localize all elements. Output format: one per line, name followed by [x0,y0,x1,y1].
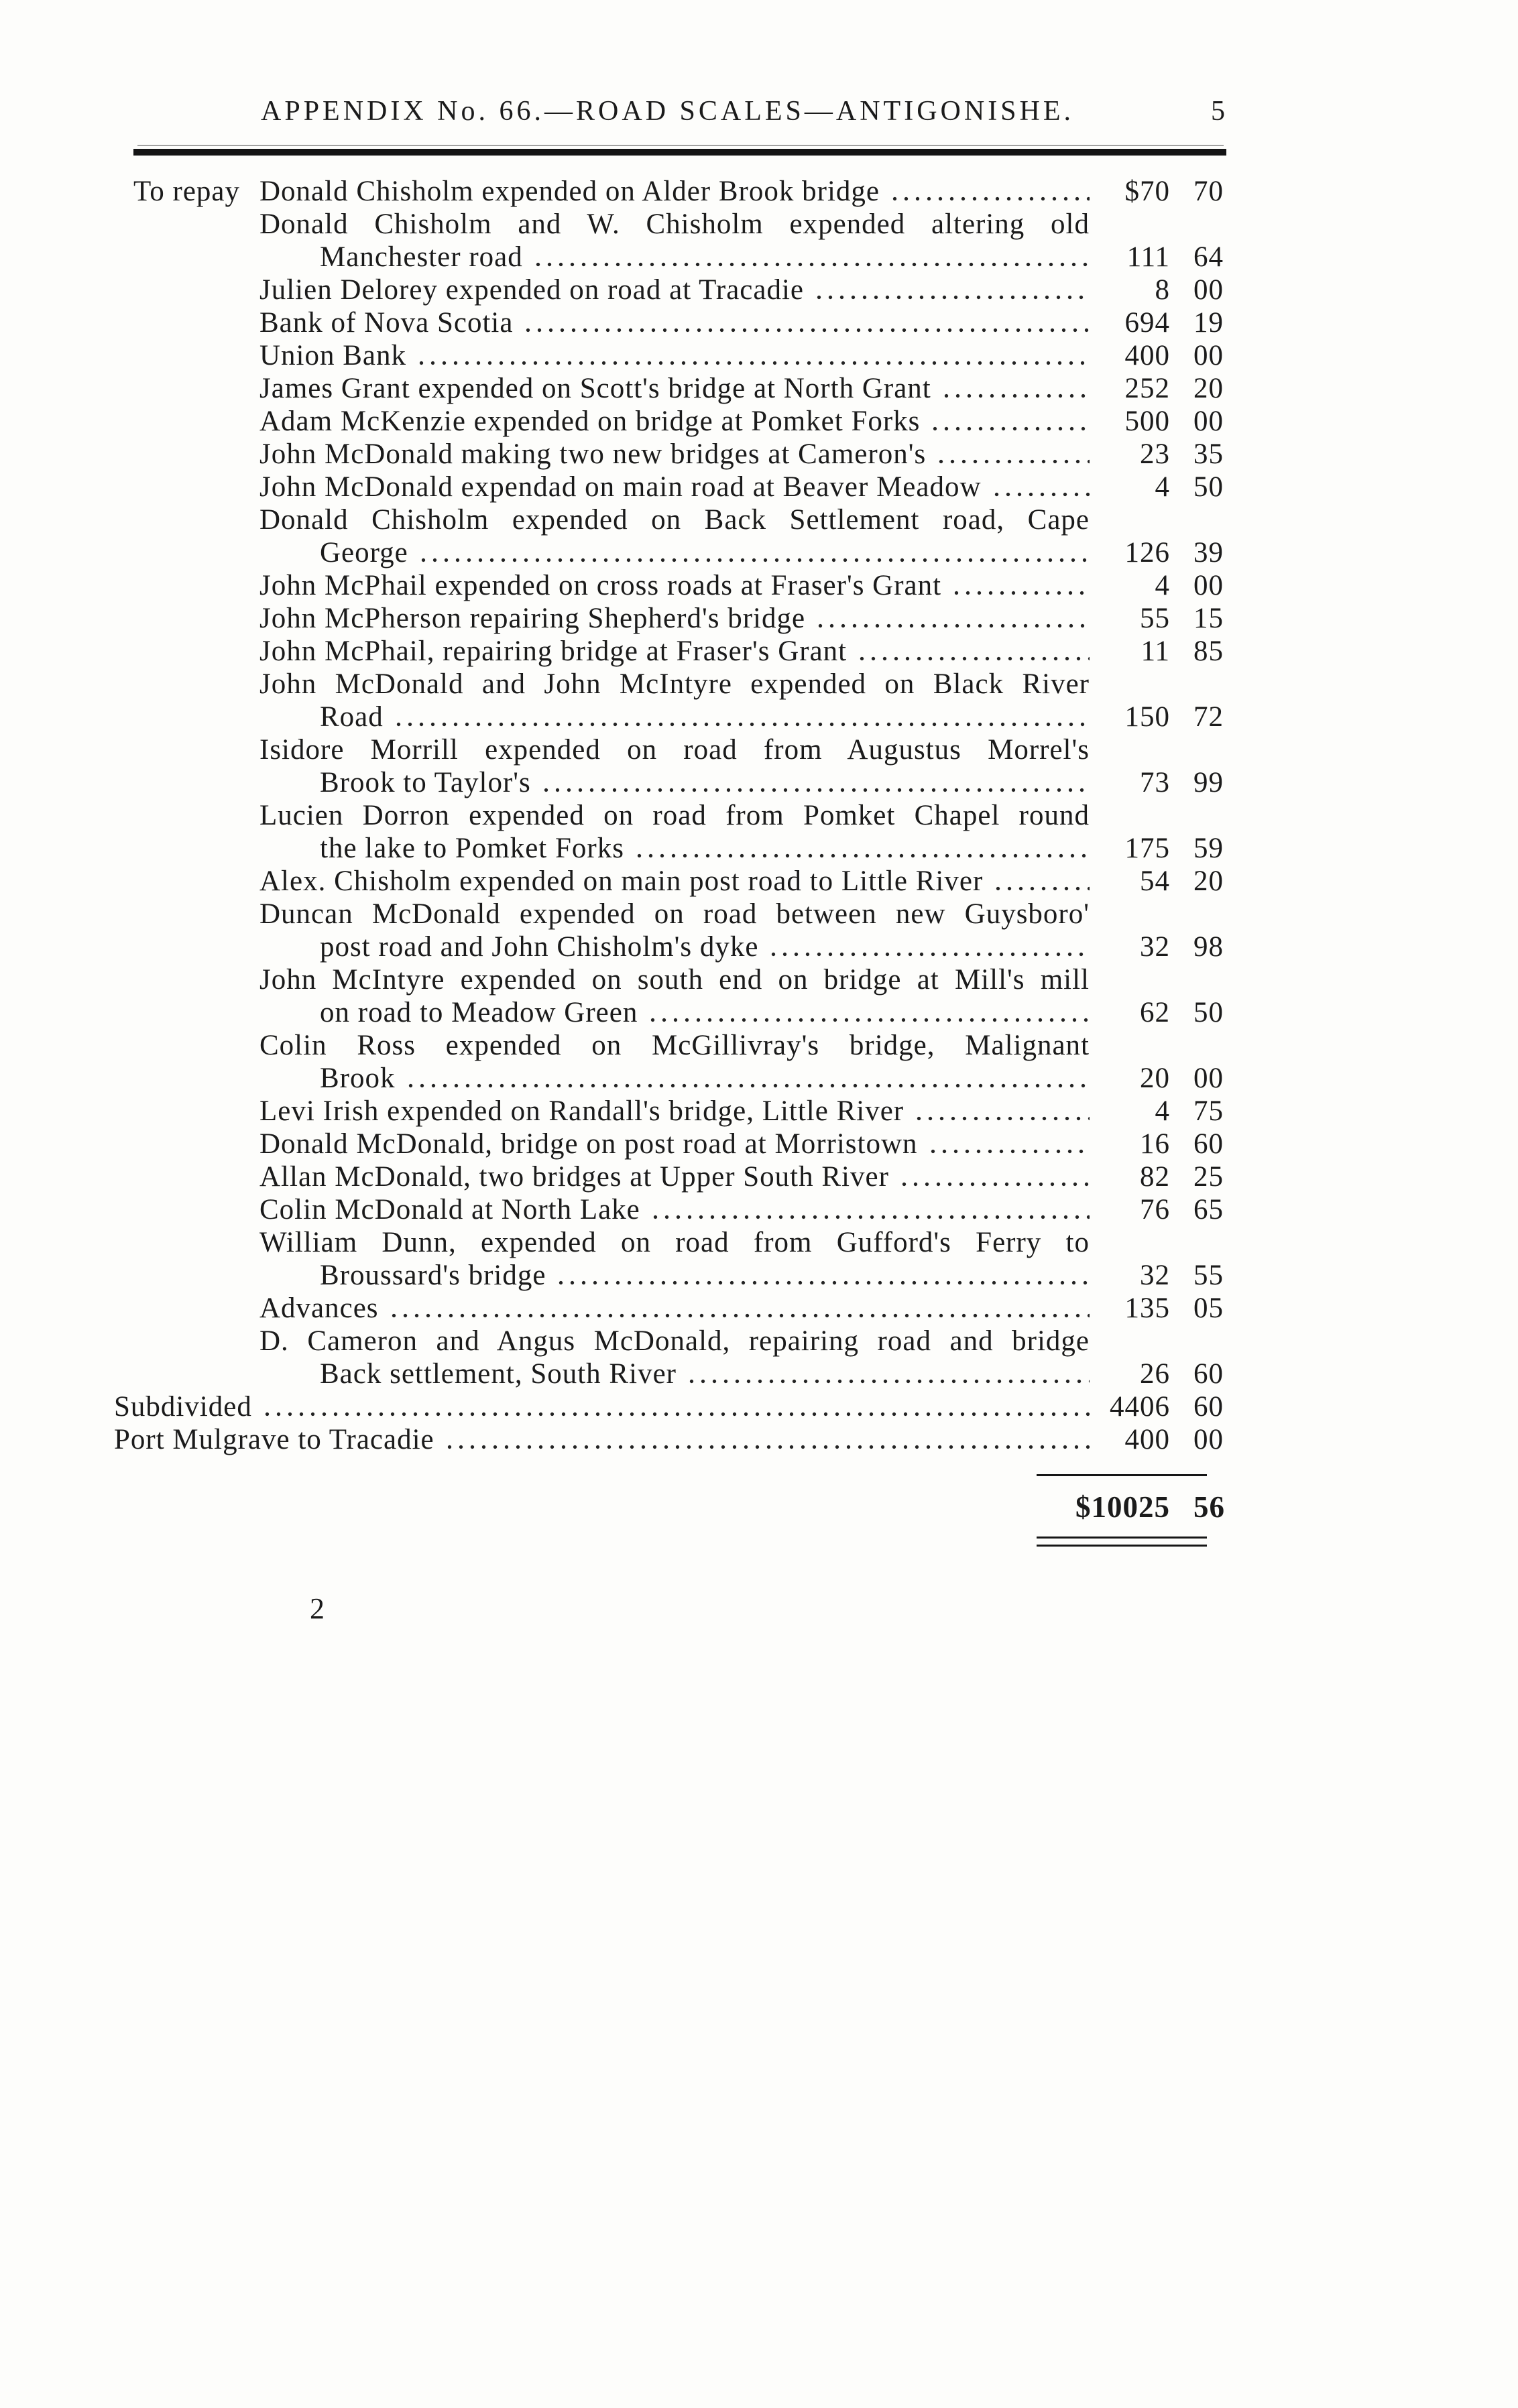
entry-row [0,799,1518,832]
entry-text: Donald Chisholm and W. Chisholm expended altering old [259,208,1090,240]
entry-text: Brook to Taylor's [320,767,531,798]
dot-leader [812,602,1090,635]
amount-cents: 20 [1193,865,1224,897]
entry-text: Allan McDonald, two bridges at Upper South River [259,1161,889,1193]
amount-cents: 55 [1193,1260,1224,1291]
entry-row [0,569,1518,602]
dot-leader [925,1128,1090,1160]
entry-label [259,438,1090,471]
dot-leader [765,930,1090,963]
entry-text: Colin McDonald at North Lake [259,1194,640,1225]
entry-row [0,274,1518,306]
dot-leader [552,1259,1090,1292]
dot-leader [259,1390,1090,1423]
entry-text: Brook [320,1063,396,1094]
amount-dollars: 4 [1155,471,1170,503]
amount-dollars: 8 [1155,274,1170,306]
total-cents: 56 [1193,1490,1225,1524]
amount-dollars: 111 [1126,241,1170,273]
entry-text: Back settlement, South River [320,1358,677,1390]
entry-row-continuation [0,241,1518,274]
entry-row [0,963,1518,996]
amount-dollars: 4406 [1110,1391,1170,1423]
amount-cents: 00 [1193,1063,1224,1094]
amount-dollars: 4 [1155,570,1170,601]
entry-row [0,306,1518,339]
signature-mark: 2 [310,1592,325,1625]
entry-row [0,208,1518,241]
amount-cents: 60 [1193,1358,1224,1390]
total-row [0,1491,1518,1524]
entry-row-continuation [0,766,1518,799]
entry-row [0,1128,1518,1160]
amount-dollars: 135 [1124,1292,1170,1324]
entry-text: John McDonald expendad on main road at Beaver Meadow [259,471,982,503]
amount-cents: 72 [1193,701,1224,733]
header-rule [133,149,1226,156]
amount-cents: 75 [1193,1095,1224,1127]
dot-leader [990,865,1090,898]
amount-dollars: 694 [1124,307,1170,339]
amount-cents: 98 [1193,931,1224,963]
entry-text: D. Cameron and Angus McDonald, repairing road and bridge [259,1325,1090,1357]
entry-label [259,471,1090,503]
amount-cents: 20 [1193,373,1224,404]
amount-cents: 50 [1193,997,1224,1028]
entry-text: Adam McKenzie expended on bridge at Pomket Forks [259,406,921,437]
entry-text: the lake to Pomket Forks [320,833,624,864]
entry-text: on road to Meadow Green [320,997,638,1028]
total-rule [1037,1474,1207,1476]
entry-text: Alex. Chisholm expended on main post road to Little River [259,865,984,897]
entry-row [0,635,1518,668]
dot-leader [988,471,1090,503]
entry-text: John McDonald making two new bridges at Cameron's [259,438,927,470]
entry-label [259,1128,1090,1160]
amount-dollars: 400 [1124,340,1170,371]
entry-text: James Grant expended on Scott's bridge at North Grant [259,373,931,404]
entry-row [0,602,1518,635]
amount-cents: 70 [1193,176,1224,207]
entry-text: Bank of Nova Scotia [259,307,514,339]
entry-label [259,635,1090,668]
entry-text: Donald McDonald, bridge on post road at Morristown [259,1128,918,1160]
entry-text: John McPherson repairing Shepherd's bridge [259,603,806,634]
entry-text: John McPhail expended on cross roads at Fraser's Grant [259,570,942,601]
entry-text: George [320,537,408,568]
amount-dollars: 32 [1140,1260,1170,1291]
entry-label [259,405,1090,438]
entry-label [259,569,1090,602]
entry-label [114,1390,1090,1423]
dot-leader [390,701,1090,733]
amount-dollars: 26 [1140,1358,1170,1390]
dot-leader [886,175,1090,208]
amount-dollars: 175 [1124,833,1170,864]
entry-text: Lucien Dorron expended on road from Pomket Chapel round [259,800,1090,831]
entry-label [114,1423,1090,1456]
entry-text: Duncan McDonald expended on road between new Guysboro' [259,898,1090,930]
entry-text: Colin Ross expended on McGillivray's bridge, Malignant [259,1030,1090,1061]
entry-row [0,1029,1518,1062]
entry-row [0,339,1518,372]
entry-label [320,1259,1090,1292]
entry-text: Road [320,701,384,733]
entry-text: Manchester road [320,241,523,273]
dot-leader [631,832,1090,865]
amount-dollars: 20 [1140,1063,1170,1094]
dot-leader [683,1358,1090,1390]
page-number: 5 [1211,96,1225,127]
entry-row [0,898,1518,930]
entry-text: John McDonald and John McIntyre expended on Black River [259,668,1090,700]
entry-row [0,733,1518,766]
amount-dollars: 82 [1140,1161,1170,1193]
dot-leader [948,569,1090,602]
amount-cents: 85 [1193,636,1224,667]
amount-cents: 00 [1193,1424,1224,1455]
amount-cents: 05 [1193,1292,1224,1324]
entry-row [0,1292,1518,1325]
dot-leader [647,1193,1090,1226]
amount-dollars: 55 [1140,603,1170,634]
entry-row [0,865,1518,898]
entry-row-continuation [0,701,1518,733]
entry-label [259,339,1090,372]
dot-leader [911,1095,1090,1128]
amount-cents: 00 [1193,406,1224,437]
dot-leader [927,405,1090,438]
amount-cents: 60 [1193,1391,1224,1423]
entry-row [0,1095,1518,1128]
entry-row [0,438,1518,471]
accounts-list [0,175,1518,1456]
amount-cents: 00 [1193,340,1224,371]
entry-label [320,1062,1090,1095]
amount-dollars: 16 [1140,1128,1170,1160]
dot-leader [933,438,1090,471]
amount-cents: 50 [1193,471,1224,503]
amount-cents: 19 [1193,307,1224,339]
entry-row [0,503,1518,536]
amount-dollars: 54 [1140,865,1170,897]
amount-cents: 59 [1193,833,1224,864]
entry-text: Advances [259,1292,379,1324]
entry-row [0,1226,1518,1259]
amount-dollars: 32 [1140,931,1170,963]
dot-leader [402,1062,1090,1095]
total-double-rule-lower [1037,1545,1207,1547]
total-dollars: $10025 [1075,1490,1170,1524]
entry-text: Julien Delorey expended on road at Tracadie [259,274,804,306]
dot-leader [530,241,1090,274]
entry-label [320,701,1090,733]
amount-dollars: 400 [1124,1424,1170,1455]
amount-dollars: 500 [1124,406,1170,437]
entry-label [320,996,1090,1029]
entry-text: post road and John Chisholm's dyke [320,931,759,963]
entry-label [259,1160,1090,1193]
entry-row-continuation [0,832,1518,865]
entry-label [259,306,1090,339]
amount-dollars: 11 [1141,636,1170,667]
entry-row [0,1423,1518,1456]
entry-row [0,471,1518,503]
dot-leader [413,339,1090,372]
amount-dollars: 62 [1140,997,1170,1028]
amount-dollars: 73 [1140,767,1170,798]
entry-text: John McPhail, repairing bridge at Fraser's Grant [259,636,848,667]
entry-label [320,241,1090,274]
entry-label [320,766,1090,799]
page-title: APPENDIX No. 66.—ROAD SCALES—ANTIGONISHE. [261,96,1075,127]
amount-cents: 35 [1193,438,1224,470]
amount-dollars: 4 [1155,1095,1170,1127]
dot-leader [854,635,1090,668]
entry-label [320,930,1090,963]
amount-dollars: 23 [1140,438,1170,470]
entry-row-continuation [0,1259,1518,1292]
entry-row-continuation [0,1062,1518,1095]
amount-cents: 65 [1193,1194,1224,1225]
total-double-rule-upper [1037,1537,1207,1539]
dot-leader [415,536,1090,569]
entry-text: Isidore Morrill expended on road from Augustus Morrel's [259,734,1090,766]
entry-row [0,668,1518,701]
dot-leader [896,1160,1090,1193]
entry-text: John McIntyre expended on south end on bridge at Mill's mill [259,964,1090,996]
dot-leader [441,1423,1090,1456]
amount-cents: 15 [1193,603,1224,634]
entry-label [320,1358,1090,1390]
entry-text: Subdivided [114,1391,252,1423]
entry-label [259,602,1090,635]
entry-row-continuation [0,996,1518,1029]
entry-text: Broussard's bridge [320,1260,546,1291]
entry-label [259,175,1090,208]
amount-dollars: 76 [1140,1194,1170,1225]
entry-label [320,832,1090,865]
entry-row [0,1193,1518,1226]
entry-label [259,372,1090,405]
entry-label [259,274,1090,306]
header-rule-thin [137,145,1224,146]
entry-text: Levi Irish expended on Randall's bridge, Little River [259,1095,904,1127]
amount-cents: 39 [1193,537,1224,568]
dot-leader [538,766,1090,799]
amount-cents: 64 [1193,241,1224,273]
entry-row-continuation [0,930,1518,963]
entry-label [320,536,1090,569]
entry-text: Donald Chisholm expended on Alder Brook bridge [259,176,880,207]
dot-leader [386,1292,1090,1325]
amount-cents: 00 [1193,274,1224,306]
entry-label [259,865,1090,898]
amount-dollars: 150 [1124,701,1170,733]
dot-leader [811,274,1090,306]
entry-prefix: To repay [133,176,241,207]
entry-row [0,1325,1518,1358]
entry-row [0,372,1518,405]
amount-dollars: 126 [1124,537,1170,568]
entry-row [0,1160,1518,1193]
entry-row-continuation [0,1358,1518,1390]
entry-text: Union Bank [259,340,407,371]
entry-label [259,1193,1090,1226]
dot-leader [644,996,1090,1029]
entry-row-continuation [0,536,1518,569]
amount-dollars: 252 [1124,373,1170,404]
entry-row [0,405,1518,438]
amount-cents: 99 [1193,767,1224,798]
dot-leader [938,372,1090,405]
amount-cents: 00 [1193,570,1224,601]
entry-text: Donald Chisholm expended on Back Settlement road, Cape [259,504,1090,536]
entry-text: Port Mulgrave to Tracadie [114,1424,434,1455]
entry-label [259,1292,1090,1325]
entry-label [259,1095,1090,1128]
dot-leader [520,306,1090,339]
entry-row [0,1390,1518,1423]
amount-dollars: $70 [1124,176,1170,207]
amount-cents: 60 [1193,1128,1224,1160]
amount-cents: 25 [1193,1161,1224,1193]
entry-row [0,175,1518,208]
entry-text: William Dunn, expended on road from Gufford's Ferry to [259,1227,1090,1258]
